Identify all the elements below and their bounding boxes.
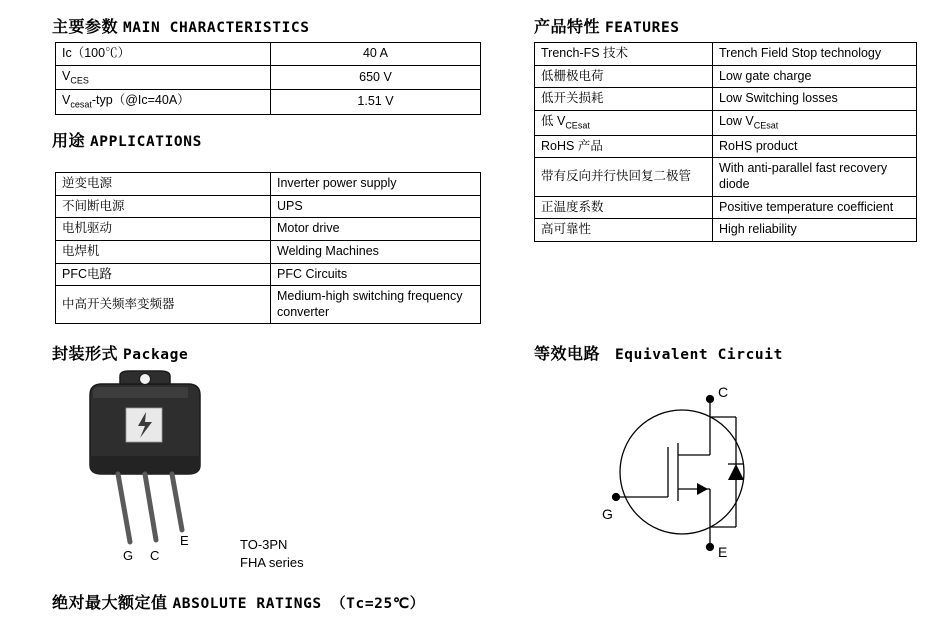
main-characteristics-param: $V_{CES}$ bbox=[56, 65, 271, 90]
feature-en: With anti-parallel fast recovery diode bbox=[713, 158, 917, 196]
applications-heading bbox=[52, 128, 202, 151]
main-characteristics-value: 40 A bbox=[271, 43, 481, 66]
absolute-ratings-heading bbox=[52, 590, 425, 613]
application-en: Motor drive bbox=[271, 218, 481, 241]
features-heading-cn: 产品特性 bbox=[534, 19, 601, 36]
table-row bbox=[56, 90, 481, 115]
terminal-label-c: C bbox=[718, 385, 729, 400]
feature-cn: 高可靠性 bbox=[535, 219, 713, 242]
application-cn: PFC电路 bbox=[56, 263, 271, 286]
package-type-name: TO-3PN bbox=[240, 537, 288, 552]
features-heading bbox=[534, 14, 680, 37]
application-en: Welding Machines bbox=[271, 240, 481, 263]
package-heading-cn: 封装形式 bbox=[52, 346, 119, 363]
table-row bbox=[535, 43, 917, 66]
main-characteristics-value: 1.51 V bbox=[271, 90, 481, 115]
package-heading-en: Package bbox=[122, 347, 189, 363]
main-characteristics-heading-cn: 主要参数 bbox=[52, 19, 119, 36]
applications-heading-cn: 用途 bbox=[52, 133, 86, 150]
features-heading-en: FEATURES bbox=[604, 20, 680, 36]
main-characteristics-heading-en: MAIN CHARACTERISTICS bbox=[122, 20, 310, 36]
features-table bbox=[534, 42, 917, 242]
terminal-label-e: E bbox=[718, 544, 728, 560]
table-row bbox=[535, 110, 917, 135]
table-row bbox=[56, 286, 481, 324]
table-row bbox=[535, 135, 917, 158]
table-row bbox=[535, 158, 917, 196]
application-en: Medium-high switching frequency converter bbox=[271, 286, 481, 324]
main-characteristics-value: 650 V bbox=[271, 65, 481, 90]
package-heading bbox=[52, 341, 188, 364]
pin-label-g: G bbox=[123, 548, 134, 563]
feature-cn: 低开关损耗 bbox=[535, 88, 713, 111]
table-row bbox=[56, 43, 481, 66]
feature-en: Low Switching losses bbox=[713, 88, 917, 111]
applications-heading-en: APPLICATIONS bbox=[89, 134, 202, 150]
application-en: PFC Circuits bbox=[271, 263, 481, 286]
application-en: UPS bbox=[271, 195, 481, 218]
equivalent-circuit-diagram bbox=[590, 385, 800, 560]
equivalent-circuit-heading-en: Equivalent Circuit bbox=[614, 347, 783, 363]
equivalent-circuit-heading bbox=[534, 341, 783, 364]
applications-table bbox=[55, 172, 481, 324]
feature-cn: 正温度系数 bbox=[535, 196, 713, 219]
application-cn: 不间断电源 bbox=[56, 195, 271, 218]
feature-en: Low gate charge bbox=[713, 65, 917, 88]
absolute-ratings-heading-en: ABSOLUTE RATINGS （Tc=25℃） bbox=[172, 596, 425, 612]
feature-en: Low $V_{CEsat}$ bbox=[713, 110, 917, 135]
table-row bbox=[535, 196, 917, 219]
feature-cn: Trench-FS 技术 bbox=[535, 43, 713, 66]
feature-cn: 低栅极电荷 bbox=[535, 65, 713, 88]
table-row bbox=[535, 219, 917, 242]
main-characteristics-param: $V_{cesat}-typ(@Ic=40A)$ bbox=[56, 90, 271, 115]
pin-label-c: C bbox=[150, 548, 160, 563]
table-row bbox=[56, 218, 481, 241]
feature-en: Positive temperature coefficient bbox=[713, 196, 917, 219]
table-row bbox=[535, 65, 917, 88]
table-row bbox=[56, 173, 481, 196]
application-cn: 电焊机 bbox=[56, 240, 271, 263]
terminal-label-g: G bbox=[602, 506, 613, 522]
application-en: Inverter power supply bbox=[271, 173, 481, 196]
table-row bbox=[56, 65, 481, 90]
table-row bbox=[56, 195, 481, 218]
feature-cn: 低 $V_{CEsat}$ bbox=[535, 110, 713, 135]
absolute-ratings-heading-cn: 绝对最大额定值 bbox=[52, 595, 168, 612]
application-cn: 电机驱动 bbox=[56, 218, 271, 241]
main-characteristics-param: Ic（100℃） bbox=[56, 43, 271, 66]
table-row bbox=[56, 240, 481, 263]
table-row bbox=[535, 88, 917, 111]
pin-label-e: E bbox=[180, 533, 189, 548]
application-cn: 逆变电源 bbox=[56, 173, 271, 196]
feature-en: RoHS product bbox=[713, 135, 917, 158]
feature-cn: 带有反向并行快回复二极管 bbox=[535, 158, 713, 196]
package-series-name: FHA series bbox=[240, 554, 304, 570]
feature-en: Trench Field Stop technology bbox=[713, 43, 917, 66]
application-cn: 中高开关频率变频器 bbox=[56, 286, 271, 324]
equivalent-circuit-heading-cn: 等效电路 bbox=[534, 346, 601, 363]
package-name-block bbox=[240, 536, 304, 571]
table-row bbox=[56, 263, 481, 286]
feature-cn: RoHS 产品 bbox=[535, 135, 713, 158]
main-characteristics-table bbox=[55, 42, 481, 115]
feature-en: High reliability bbox=[713, 219, 917, 242]
main-characteristics-heading bbox=[52, 14, 310, 37]
